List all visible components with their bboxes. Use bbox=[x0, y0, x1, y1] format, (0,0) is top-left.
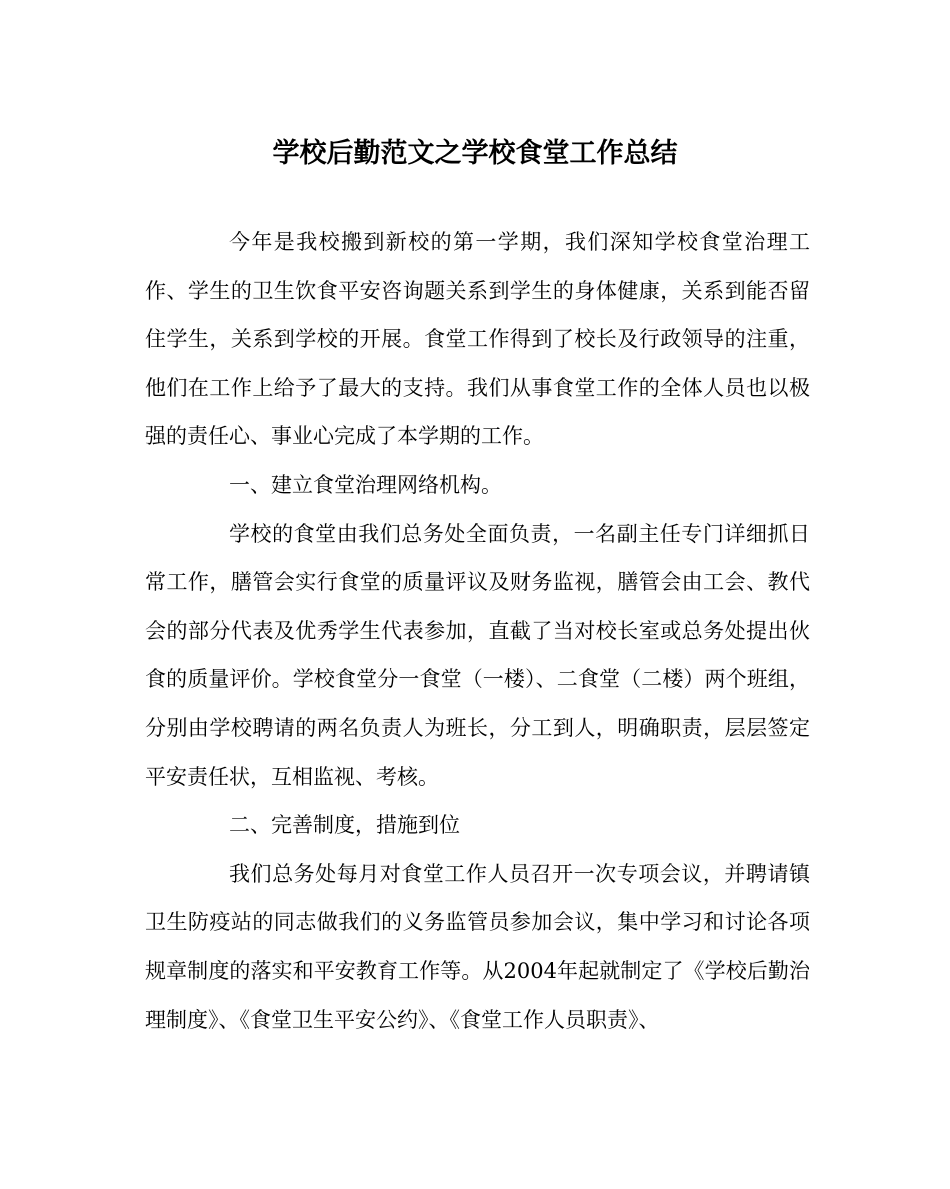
paragraph-section-1: 学校的食堂由我们总务处全面负责，一名副主任专门详细抓日常工作，膳管会实行食堂的质量评议及财务监视，膳管会由工会、教代会的部分代表及优秀学生代表参加，直截了当对校长室或总务处提出伙食的质量评价。学校食堂分一食堂（一楼）、二食堂（二楼）两个班组，分别由学校聘请的两名负责人为班长，分工到人，明确职责，层层签定平安责任状，互相监视、考核。 bbox=[145, 521, 810, 789]
document-title: 学校后勤范文之学校食堂工作总结 bbox=[272, 138, 678, 169]
document-body bbox=[145, 218, 810, 1044]
section-heading-1: 一、建立食堂治理网络机构。 bbox=[229, 472, 502, 497]
paragraph-intro: 今年是我校搬到新校的第一学期，我们深知学校食堂治理工作、学生的卫生饮食平安咨询题关系到学生的身体健康，关系到能否留住学生，关系到学校的开展。食堂工作得到了校长及行政领导的注重，他们在工作上给予了最大的支持。我们从事食堂工作的全体人员也以极强的责任心、事业心完成了本学期的工作。 bbox=[145, 230, 810, 449]
section-heading-2: 二、完善制度，措施到位 bbox=[229, 813, 460, 838]
paragraph-section-2: 我们总务处每月对食堂工作人员召开一次专项会议，并聘请镇卫生防疫站的同志做我们的义务监管员参加会议，集中学习和讨论各项规章制度的落实和平安教育工作等。从2004年起就制定了《学校后勤治理制度》、《食堂卫生平安公约》、《食堂工作人员职责》、 bbox=[145, 861, 810, 1032]
